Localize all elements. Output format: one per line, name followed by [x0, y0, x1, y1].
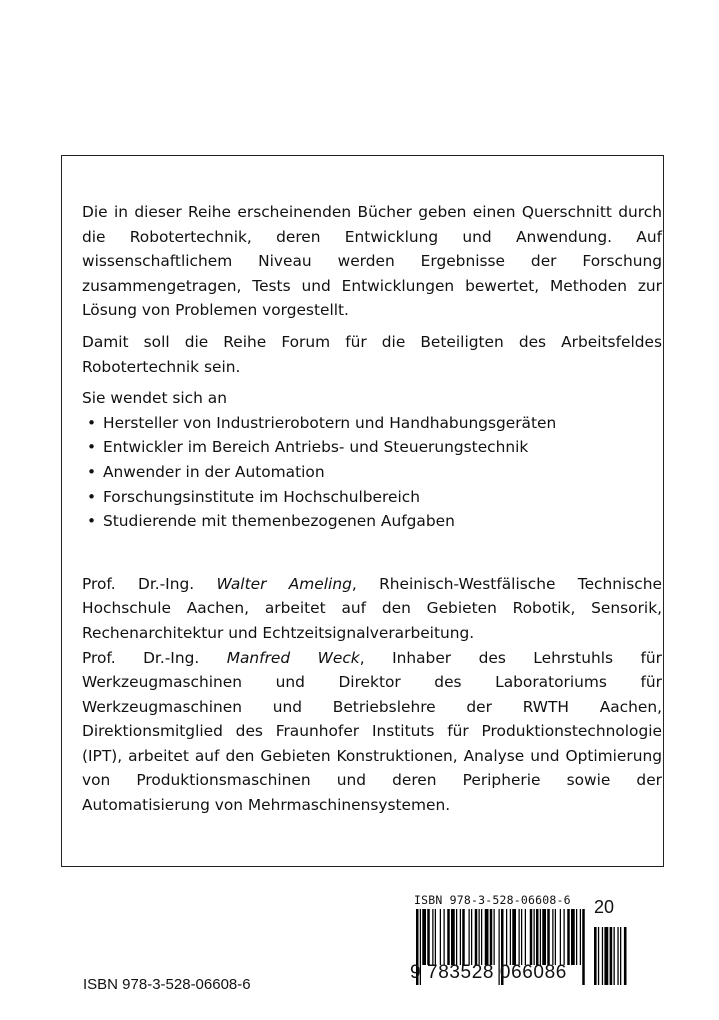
barcode-addon-bar	[614, 927, 615, 985]
list-item: • Anwender in der Automation	[82, 460, 662, 485]
author-bio-ameling: Prof. Dr.-Ing. Walter Ameling, Rheinisch-Westfälische Technische Hochschule Aachen, arbeitet auf den Gebieten Robotik, Sensorik, Rechenarchitektur und Echtzeitsignalverarbeitung.	[82, 574, 662, 642]
barcode-bar	[447, 909, 450, 965]
barcode-bar	[481, 909, 482, 965]
barcode-addon-number: 20	[594, 897, 615, 917]
barcode-isbn-label: ISBN 978-3-528-06608-6	[414, 893, 571, 907]
barcode-bar	[440, 909, 441, 965]
barcode-bar	[547, 909, 550, 965]
isbn-footer: ISBN 978-3-528-06608-6	[83, 976, 251, 993]
intro-paragraph-3: Sie wendet sich an	[82, 389, 227, 408]
barcode-digits: 9 783528 066086	[410, 962, 567, 983]
barcode-bar	[519, 909, 520, 965]
barcode-addon-bar	[624, 927, 627, 985]
author-bios	[82, 572, 662, 818]
barcode-bar	[506, 909, 507, 965]
barcode-bar	[432, 909, 433, 965]
barcode-addon-bar	[602, 927, 603, 985]
barcode-bar	[456, 909, 457, 965]
intro-paragraph-1: Die in dieser Reihe erscheinenden Bücher geben einen Querschnitt durch die Robotertechnik, deren Entwicklung und Anwendung. Auf wissenschaftlichem Niveau werden Ergebnisse der Forschung zusammengetragen, Tests und Entwicklungen bewertet, Methoden zur Lösung von Problemen vorgestellt.	[82, 203, 662, 320]
list-item: • Entwickler im Bereich Antriebs- und Steuerungstechnik	[82, 435, 662, 460]
barcode-bar	[475, 909, 478, 965]
barcode-bar	[567, 909, 570, 965]
barcode-bar	[542, 909, 546, 965]
barcode-bar	[560, 909, 561, 965]
barcode-bar	[469, 909, 470, 965]
list-item: • Hersteller von Industrierobotern und Handhabungsgeräten	[82, 411, 662, 436]
barcode-bar	[460, 909, 461, 965]
barcode-bar	[485, 909, 489, 965]
list-item: • Studierende mit themenbezogenen Aufgaben	[82, 509, 662, 534]
barcode-addon-bar	[610, 927, 613, 985]
list-item: • Forschungsinstitute im Hochschulbereich	[82, 485, 662, 510]
bullet-icon: •	[87, 413, 97, 432]
barcode-bar	[576, 909, 577, 965]
barcode-bar	[580, 909, 581, 965]
bullet-icon: •	[87, 512, 97, 531]
barcode-bar	[427, 909, 430, 965]
bullet-icon: •	[87, 462, 97, 481]
barcode-bar	[564, 909, 565, 965]
barcode-bar	[451, 909, 455, 965]
barcode-addon-bar	[617, 927, 618, 985]
barcode-bar	[552, 909, 553, 965]
barcode-bar	[444, 909, 445, 965]
author-name: Manfred Weck	[226, 648, 360, 667]
barcode-bar	[462, 909, 465, 965]
barcode-bar	[534, 909, 535, 965]
barcode-bar	[512, 909, 516, 965]
barcode-bar	[422, 909, 426, 965]
barcode-bar	[536, 909, 539, 965]
bullet-icon: •	[87, 487, 97, 506]
blurb	[82, 200, 662, 818]
barcode-bar	[471, 909, 472, 965]
barcode-bar	[435, 909, 436, 965]
barcode	[410, 893, 640, 1003]
barcode-bar	[494, 909, 495, 965]
barcode-addon-bar	[594, 927, 597, 985]
author-bio-weck: Prof. Dr.-Ing. Manfred Weck, Inhaber des Lehrstuhls für Werkzeugmaschinen und Direktor des Laboratoriums für Werkzeugmaschinen und Betriebslehre der RWTH Aachen, Direktionsmitglied des Fraunhofer Instituts für Produktionstechnologie (IPT), arbeitet auf den Gebieten Konstruktionen, Analyse und Optimierung von Produktionsmaschinen und deren Peripherie sowie der Automatisierung von Mehrmaschinensystemen.	[82, 648, 662, 815]
barcode-bar	[555, 909, 556, 965]
barcode-bar	[510, 909, 511, 965]
intro-paragraph-2: Damit soll die Reihe Forum für die Beteiligten des Arbeitsfeldes Robotertechnik sein.	[82, 332, 662, 376]
author-name: Walter Ameling	[216, 574, 352, 593]
barcode-addon-bar	[620, 927, 621, 985]
bullet-icon: •	[87, 438, 97, 457]
audience-list	[82, 411, 662, 534]
barcode-bar	[582, 909, 585, 985]
barcode-addon-bar	[604, 927, 608, 985]
barcode-bar	[530, 909, 533, 965]
barcode-bar	[540, 909, 541, 965]
barcode-bar	[571, 909, 575, 965]
barcode-bar	[525, 909, 526, 965]
barcode-bar	[521, 909, 522, 965]
barcode-bar	[479, 909, 480, 965]
barcode-addon-bar	[598, 927, 599, 985]
barcode-bar	[490, 909, 493, 965]
